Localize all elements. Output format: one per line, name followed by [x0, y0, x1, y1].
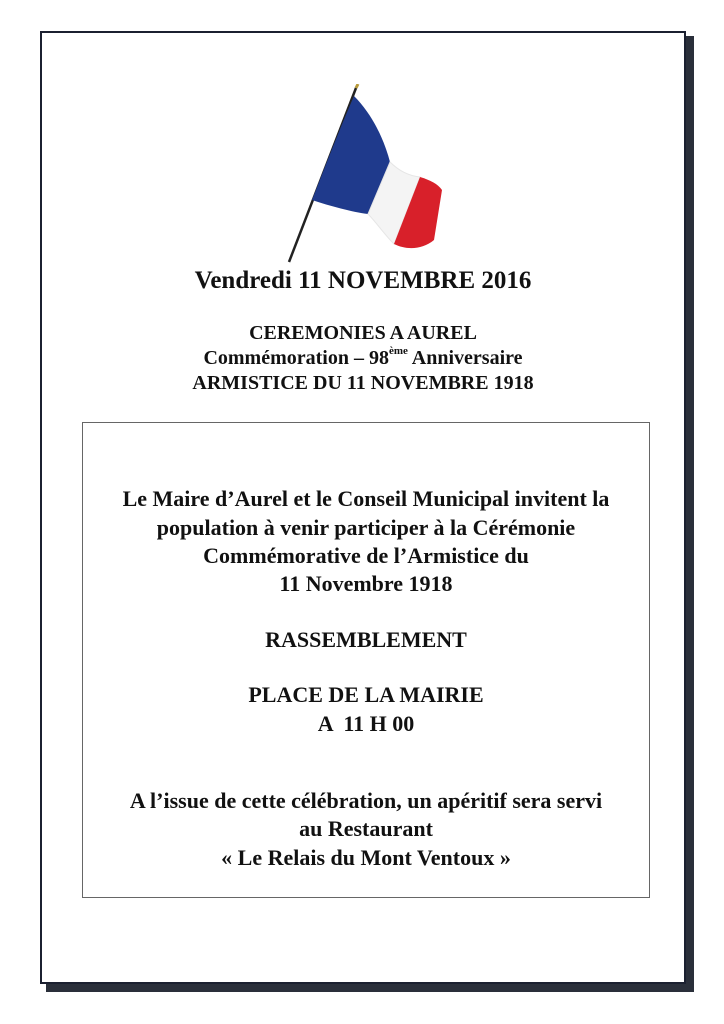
rassemblement-heading: RASSEMBLEMENT — [265, 627, 467, 652]
armistice-title: ARMISTICE DU 11 NOVEMBRE 1918 — [192, 372, 534, 394]
meeting-time: A 11 H 00 — [317, 711, 415, 736]
french-flag-icon — [282, 84, 448, 266]
commemoration-line — [40, 347, 686, 370]
anniversary-text: Anniversaire — [407, 347, 523, 369]
aperitif-line-1: A l’issue de cette célébration, un apéritif sera servi — [129, 788, 603, 813]
invitation-line-1: Le Maire d’Aurel et le Conseil Municipal invitent la — [122, 486, 610, 511]
commemoration-text: Commémoration – 98 — [203, 347, 389, 369]
restaurant-name: « Le Relais du Mont Ventoux » — [221, 845, 511, 870]
invitation-line-2: population à venir participer à la Cérémonie — [156, 515, 576, 540]
aperitif-line-2: au Restaurant — [299, 816, 433, 841]
place-de-la-mairie: PLACE DE LA MAIRIE — [248, 682, 484, 707]
ordinal-suffix: ème — [388, 345, 408, 358]
ceremony-title: CEREMONIES A AUREL — [249, 322, 477, 344]
event-date: Vendredi 11 NOVEMBRE 2016 — [194, 267, 532, 294]
invitation-line-4: 11 Novembre 1918 — [279, 571, 453, 596]
invitation-line-3: Commémorative de l’Armistice du — [203, 543, 529, 568]
